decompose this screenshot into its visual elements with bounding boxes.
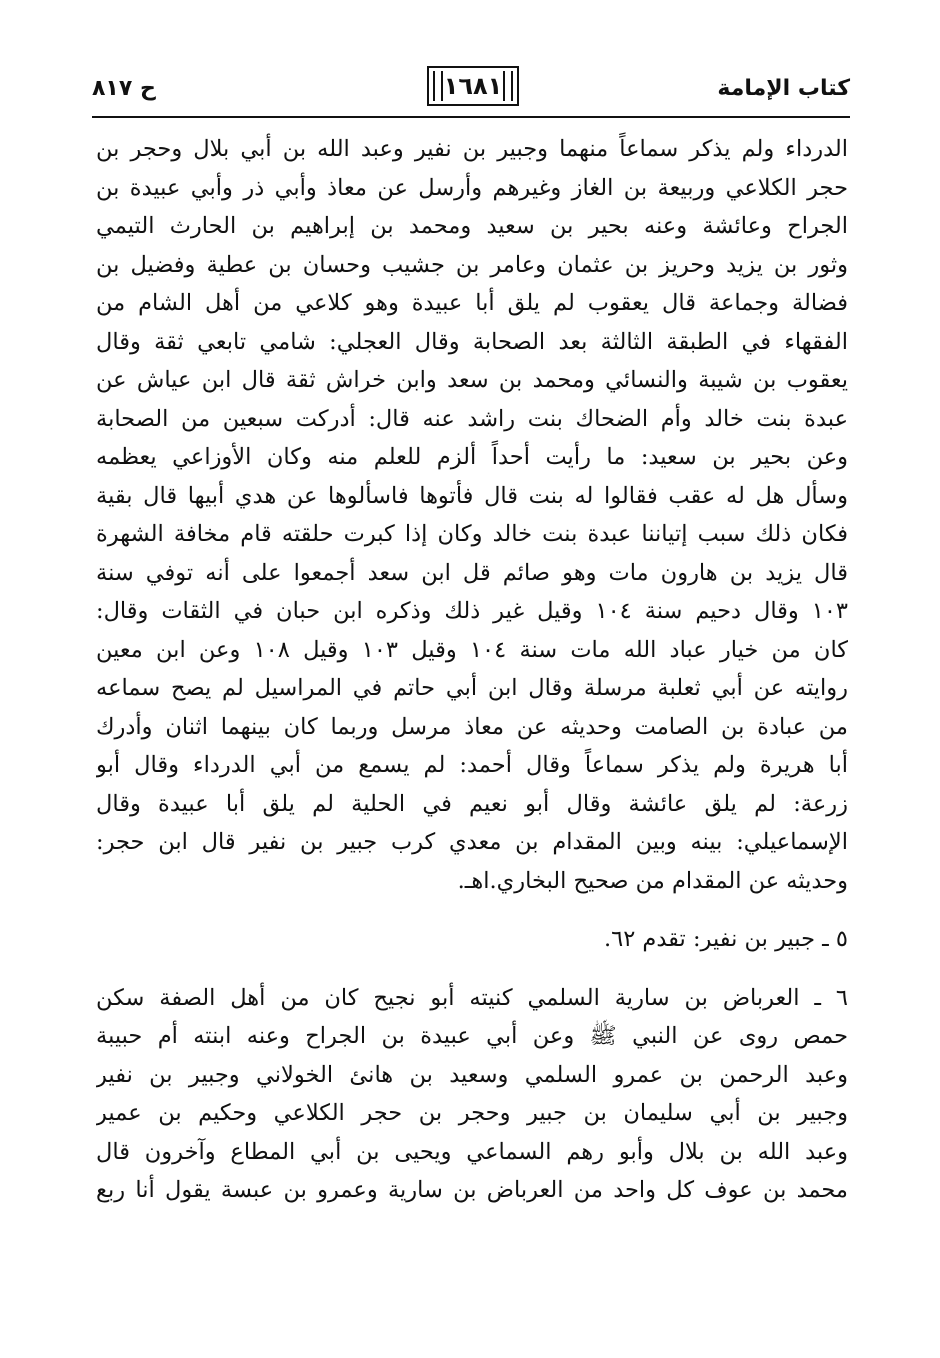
text-line: وجبير بن أبي سليمان بن جبير وحجر بن حجر الكلاعي وحكيم بن عمير (96, 1100, 848, 1126)
text-line: روايته عن أبي ثعلبة مرسلة وقال ابن أبي حاتم في المراسيل لم يصح سماعه (96, 675, 848, 701)
text-line: الإسماعيلي: بينه وبين المقدام بن معدي كرب جبير بن نفير قال ابن حجر: (96, 829, 848, 855)
text-line: وثور بن يزيد وحريز بن عثمان وعامر بن جشيب وحسان بن عطية وفضيل بن (96, 251, 848, 278)
text-line: عبدة بنت خالد وأم الضحاك بنت راشد عنه قال: أدركت سبعين من الصحابة (96, 405, 848, 432)
header-rule (92, 116, 850, 118)
text-line: الجراح وعائشة وعنه بحير بن سعيد ومحمد بن إبراهيم بن الحارث التيمي (96, 213, 848, 239)
paragraph-gap (96, 900, 848, 920)
text-line: حجر الكلاعي وربيعة بن الغاز وغيرهم وأرسل عن معاذ وأبي ذر وأبي عبيدة بن (96, 174, 848, 201)
text-line: وعن بحير بن سعيد: ما رأيت أحداً ألزم للعلم منه وكان الأوزاعي يعظمه (96, 444, 848, 470)
text-line: فكان ذلك سبب إتياننا عبدة بنت خالد وكان إذا كبرت حلقته قام مخافة الشهرة (96, 521, 848, 547)
text-line: ١٠٣ وقال دحيم سنة ١٠٤ وقيل غير ذلك وذكره ابن حبان في الثقات وقال: (96, 598, 848, 624)
entry-5 (96, 920, 848, 959)
page-number: ١٦٨١ (427, 66, 519, 106)
text-line: ٥ ـ جبير بن نفير: تقدم ٦٢. (603, 926, 848, 952)
text-line: وعبد الله بن بلال وأبو رهم السماعي ويحيى بن أبي المطاع وآخرون قال (96, 1138, 848, 1165)
hadith-reference: ح ٨١٧ (92, 76, 156, 101)
text-line: الدرداء ولم يذكر سماعاً منهما وجبير بن نفير وعبد الله بن أبي بلال وحجر بن (96, 136, 848, 162)
running-header (92, 64, 850, 116)
text-line: يعقوب بن شيبة والنسائي ومحمد بن سعد وابن خراش ثقة قال ابن عياش عن (96, 367, 848, 393)
text-line: وحديثه عن المقدام من صحيح البخاري.اهـ. (457, 867, 848, 894)
paragraph-gap (96, 959, 848, 979)
book-title: كتاب الإمامة (717, 76, 850, 101)
text-line: فضالة وجماعة قال يعقوب لم يلق أبا عبيدة وهو كلاعي من أهل الشام من (96, 290, 848, 316)
entry-4-continuation (96, 130, 848, 900)
entry-6 (96, 979, 848, 1210)
text-line: وعبد الرحمن بن عمرو السلمي وسعيد بن هانئ الخولاني وجبير بن نفير (96, 1061, 848, 1088)
text-line: حمص روى عن النبي ﷺ وعن أبي عبيدة بن الجراح وعنه ابنته أم حبيبة (96, 1023, 848, 1049)
text-line: الفقهاء في الطبقة الثالثة بعد الصحابة وقال العجلي: شامي تابعي ثقة وقال (96, 328, 848, 355)
text-line: قال يزيد بن هارون مات وهو صائم قل ابن سعد أجمعوا على أنه توفي سنة (96, 559, 848, 586)
text-line: محمد بن عوف كل واحد من العرباض بن سارية وعمرو بن عبسة يقول أنا ربع (96, 1177, 848, 1203)
text-line: زرعة: لم يلق عائشة وقال أبو نعيم في الحلية لم يلق أبا عبيدة وقال (96, 790, 848, 817)
text-line: ٦ ـ العرباض بن سارية السلمي كنيته أبو نجيح كان من أهل الصفة سكن (96, 984, 848, 1011)
text-line: أبا هريرة ولم يذكر سماعاً وقال أحمد: لم يسمع من أبي الدرداء وقال أبو (96, 752, 848, 778)
text-line: وسأل هل له عقب فقالوا له بنت قال فأتوها فاسألوها عن هدي أبيها قال بقية (96, 482, 848, 509)
text-line: من عبادة بن الصامت وحديثه عن معاذ مرسل وربما كان بينهما اثنان وأدرك (96, 713, 848, 740)
text-line: كان من خيار عباد الله مات سنة ١٠٤ وقيل ١٠٣ وقيل ١٠٨ وعن ابن معين (96, 636, 848, 663)
page-body (96, 130, 848, 1210)
